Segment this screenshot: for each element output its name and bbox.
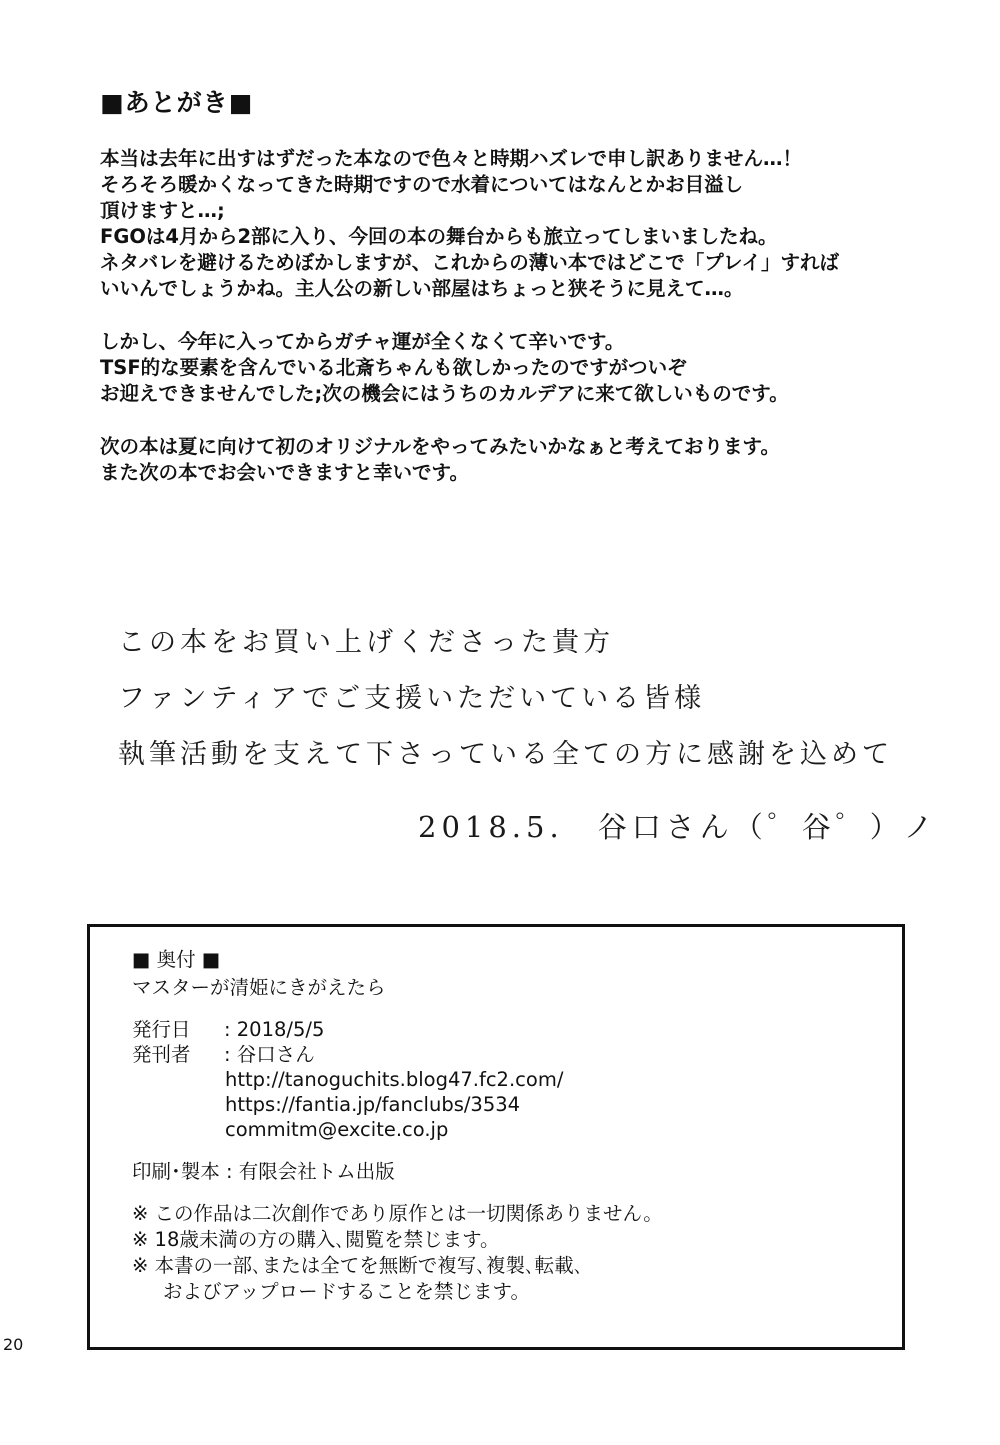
spacer bbox=[132, 1184, 872, 1201]
notice-line: ※ 18歳未満の方の購入､閲覧を禁じます。 bbox=[132, 1228, 500, 1251]
afterword-line: また次の本でお会いできますと幸いです。 bbox=[100, 461, 469, 484]
handwritten-line: ファンティアでご支援いただいている皆様 bbox=[118, 683, 706, 714]
afterword-section bbox=[100, 88, 920, 513]
publisher-row bbox=[132, 1042, 872, 1067]
afterword-line: 頂けますと…; bbox=[100, 199, 225, 222]
handwritten-line: 執筆活動を支えて下さっている全ての方に感謝を込めて bbox=[118, 739, 893, 770]
afterword-line: 本当は去年に出すはずだった本なので色々と時期ハズレで申し訳ありません…！ bbox=[100, 147, 803, 170]
notice-line-continuation: およびアップロードすることを禁じます。 bbox=[163, 1280, 530, 1303]
issue-date-label: 発行日 bbox=[132, 1018, 191, 1041]
fantia-url: https://fantia.jp/fanclubs/3534 bbox=[225, 1093, 521, 1116]
page-number: 20 bbox=[3, 1335, 24, 1354]
afterword-line: お迎えできませんでした;次の機会にはうちのカルデアに来て欲しいものです。 bbox=[100, 382, 789, 405]
afterword-paragraph-3 bbox=[100, 434, 920, 486]
contact-email: commitm@excite.co.jp bbox=[225, 1118, 449, 1141]
notice-line: ※ 本書の一部､または全てを無断で複写､複製､転載､ bbox=[132, 1254, 584, 1277]
issue-date-row bbox=[132, 1017, 872, 1042]
afterword-line: FGOは4月から2部に入り、今回の本の舞台からも旅立ってしまいましたね。 bbox=[100, 225, 778, 248]
blog-url: http://tanoguchits.blog47.fc2.com/ bbox=[225, 1068, 564, 1091]
handwritten-line: この本をお買い上げくださった貴方 bbox=[118, 627, 614, 658]
handwritten-message bbox=[118, 615, 938, 846]
spacer bbox=[132, 1142, 872, 1159]
afterword-line: 次の本は夏に向けて初のオリジナルをやってみたいかなぁと考えております。 bbox=[100, 435, 780, 458]
afterword-line: そろそろ暖かくなってきた時期ですので水着についてはなんとかお目溢し bbox=[100, 173, 744, 196]
notice-line: ※ この作品は二次創作であり原作とは一切関係ありません。 bbox=[132, 1202, 663, 1225]
afterword-paragraph-2 bbox=[100, 329, 920, 407]
afterword-heading: ■あとがき■ bbox=[100, 88, 254, 117]
afterword-paragraph-1 bbox=[100, 146, 920, 302]
issue-date-value: : 2018/5/5 bbox=[224, 1018, 325, 1041]
afterword-line: ネタバレを避けるためぼかしますが、これからの薄い本ではどこで「プレイ」すれば bbox=[100, 251, 840, 274]
afterword-line: いいんでしょうかね。主人公の新しい部屋はちょっと狭そうに見えて…。 bbox=[100, 277, 744, 300]
colophon-content bbox=[132, 947, 872, 1305]
handwritten-signature: 2018.5. 谷口さん（゜谷゜）ノ bbox=[418, 810, 938, 844]
printing-info: 印刷･製本 : 有限会社トム出版 bbox=[132, 1160, 395, 1183]
publisher-label: 発刊者 bbox=[132, 1043, 191, 1066]
colophon-heading: ■ 奥付 ■ bbox=[132, 948, 221, 971]
afterword-line: しかし、今年に入ってからガチャ運が全くなくて辛いです。 bbox=[100, 330, 625, 353]
afterword-line: TSF的な要素を含んでいる北斎ちゃんも欲しかったのですがついぞ bbox=[100, 356, 687, 379]
book-title: マスターが清姫にきがえたら bbox=[132, 976, 386, 999]
publisher-value: : 谷口さん bbox=[224, 1043, 315, 1066]
colophon-box bbox=[87, 924, 905, 1350]
